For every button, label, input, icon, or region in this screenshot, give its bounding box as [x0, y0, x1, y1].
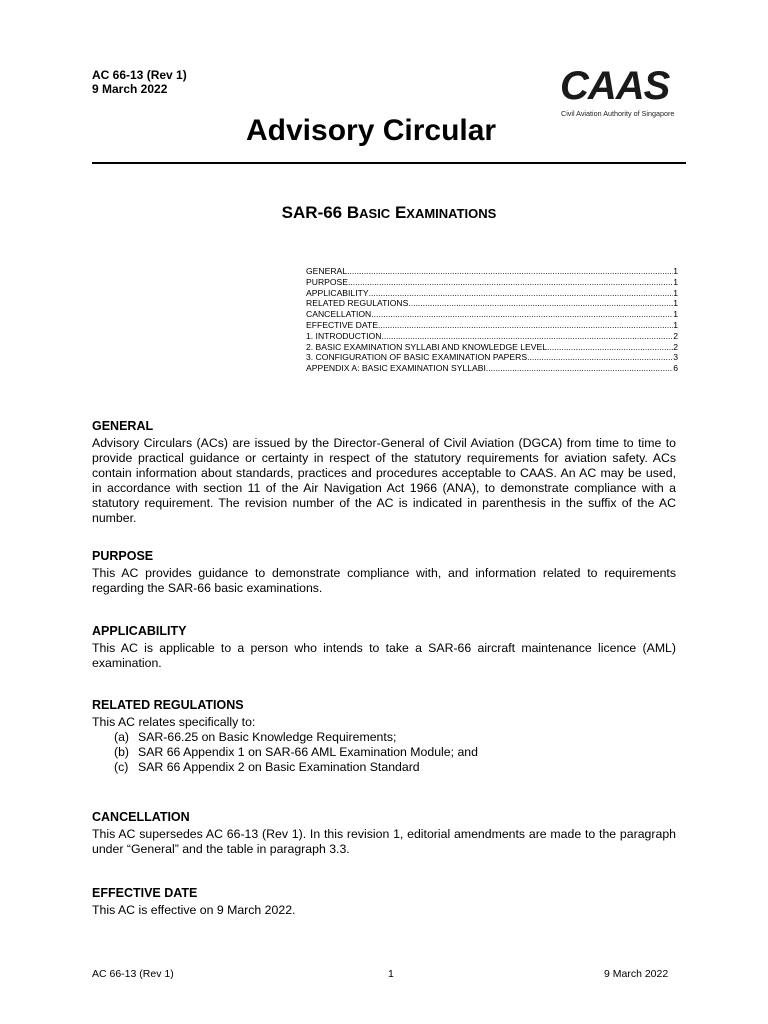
toc-entry-label: EFFECTIVE DATE: [306, 319, 378, 330]
toc-leader-dots: [408, 298, 673, 309]
toc-entry-page: 1: [673, 319, 678, 330]
caas-logo: [560, 66, 690, 118]
section-cancellation: [92, 809, 676, 857]
title-divider: [92, 162, 686, 164]
toc-entry-label: APPENDIX A: BASIC EXAMINATION SYLLABI: [306, 363, 486, 374]
toc-entry-page: 2: [673, 341, 678, 352]
toc-entry-label: PURPOSE: [306, 276, 349, 287]
page-title: Advisory Circular: [246, 114, 497, 147]
section-heading: GENERAL: [92, 419, 154, 433]
subtitle-b-rest: ASIC: [359, 206, 391, 221]
toc-entry[interactable]: [306, 277, 678, 288]
item-letter: (b): [114, 745, 130, 759]
list-item: [114, 730, 676, 745]
item-text: SAR 66 Appendix 2 on Basic Examination Standard: [138, 760, 420, 774]
section-body: This AC is effective on 9 March 2022.: [92, 903, 296, 917]
section-heading: CANCELLATION: [92, 810, 190, 824]
toc-entry[interactable]: [306, 352, 678, 363]
toc-entry-page: 1: [673, 266, 678, 276]
footer-reference: AC 66-13 (Rev 1): [92, 968, 174, 980]
toc-entry-label: APPLICABILITY: [306, 287, 369, 298]
section-body: This AC is applicable to a person who intends to take a SAR-66 aircraft maintenance licence (AML) examination.: [92, 641, 676, 670]
subtitle-e-rest: XAMINATIONS: [406, 206, 497, 221]
toc-entry[interactable]: [306, 363, 678, 374]
issue-date: 9 March 2022: [92, 82, 168, 96]
document-reference: [92, 68, 187, 96]
item-text: SAR 66 Appendix 1 on SAR-66 AML Examination Module; and: [138, 745, 478, 759]
section-effective-date: [92, 885, 676, 918]
document-subtitle: [92, 202, 686, 225]
toc-leader-dots: [547, 342, 673, 353]
toc-entry[interactable]: [306, 298, 678, 309]
regulation-list: [92, 730, 676, 775]
toc-leader-dots: [371, 309, 673, 320]
toc-entry[interactable]: [306, 288, 678, 299]
toc-entry[interactable]: [306, 342, 678, 353]
toc-entry[interactable]: [306, 266, 678, 277]
section-purpose: [92, 548, 676, 596]
toc-entry-page: 2: [673, 330, 678, 341]
item-letter: (a): [114, 730, 130, 744]
toc-leader-dots: [486, 363, 673, 374]
list-item: [114, 745, 676, 760]
footer-page-number: 1: [388, 968, 394, 980]
item-text: SAR-66.25 on Basic Knowledge Requirements;: [138, 730, 397, 744]
toc-entry-page: 1: [673, 298, 678, 309]
section-general: [92, 418, 676, 526]
item-letter: (c): [114, 760, 129, 774]
section-applicability: [92, 623, 676, 671]
section-related-regulations: [92, 697, 676, 775]
ac-number: AC 66-13 (Rev 1): [92, 68, 187, 82]
subtitle-b-cap: B: [346, 203, 360, 222]
toc-entry-page: 1: [673, 287, 678, 298]
toc-entry-label: RELATED REGULATIONS: [306, 298, 409, 309]
toc-entry-page: 1: [673, 309, 678, 320]
section-heading: PURPOSE: [92, 549, 154, 563]
section-heading: EFFECTIVE DATE: [92, 886, 198, 900]
logo-tagline: Civil Aviation Authority of Singapore: [561, 109, 675, 118]
toc-entry-page: 3: [673, 352, 678, 363]
subtitle-e-cap: E: [394, 203, 407, 222]
list-item: [114, 760, 676, 775]
section-intro: This AC relates specifically to:: [92, 715, 256, 729]
toc-entry-label: 3. CONFIGURATION OF BASIC EXAMINATION PAPERS: [306, 352, 528, 363]
toc-entry-page: 6: [673, 363, 678, 374]
toc-entry-page: 1: [673, 276, 678, 287]
toc-leader-dots: [347, 266, 673, 277]
toc-leader-dots: [378, 320, 673, 331]
section-heading: RELATED REGULATIONS: [92, 698, 244, 712]
subtitle-prefix: SAR-66: [281, 203, 347, 222]
toc-entry-label: CANCELLATION: [306, 309, 372, 320]
toc-leader-dots: [369, 288, 674, 299]
section-heading: APPLICABILITY: [92, 624, 187, 638]
toc-leader-dots: [527, 352, 673, 363]
table-of-contents: [306, 266, 678, 374]
logo-wordmark: CAAS: [560, 64, 670, 108]
section-body: This AC provides guidance to demonstrate compliance with, and information related to requirements regarding the SAR-66 basic examinations.: [92, 566, 676, 595]
section-body: Advisory Circulars (ACs) are issued by the Director-General of Civil Aviation (DGCA) from time to time to provide practical guidance or certainty in respect of the statutory requirements for aviation safety. ACs contain information about standards, practices and procedures acceptable to CAAS. An AC may be used, in accordance with section 11 of the Air Navigation Act 1966 (ANA), to demonstrate compliance with a statutory requirement. The revision number of the AC is indicated in parenthesis in the suffix of the AC number.: [92, 436, 676, 525]
toc-entry[interactable]: [306, 309, 678, 320]
toc-leader-dots: [381, 331, 673, 342]
toc-entry[interactable]: [306, 331, 678, 342]
footer-date: 9 March 2022: [604, 968, 669, 980]
toc-entry-label: GENERAL: [306, 266, 348, 276]
toc-entry-label: 2. BASIC EXAMINATION SYLLABI AND KNOWLEDGE LEVEL: [306, 341, 548, 352]
section-body: This AC supersedes AC 66-13 (Rev 1). In this revision 1, editorial amendments are made to the paragraph under “General” and the table in paragraph 3.3.: [92, 827, 676, 856]
toc-entry-label: 1. INTRODUCTION: [306, 330, 382, 341]
toc-entry[interactable]: [306, 320, 678, 331]
toc-leader-dots: [348, 277, 673, 288]
